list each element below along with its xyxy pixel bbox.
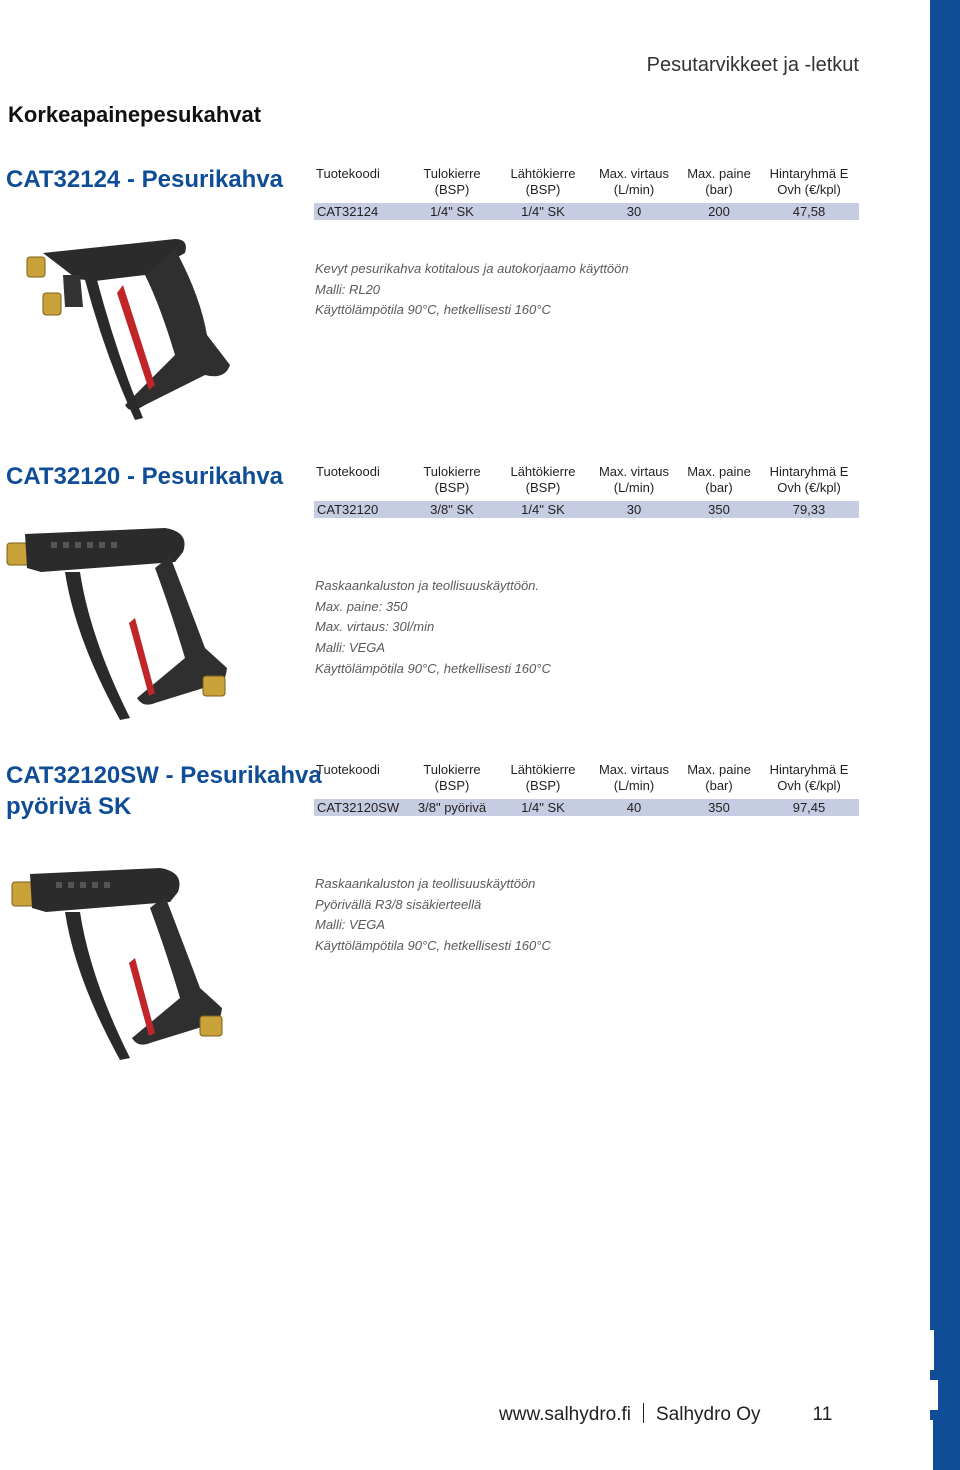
page-number: 11 <box>812 1404 833 1425</box>
desc-line: Käyttölämpötila 90°C, hetkellisesti 160°C <box>315 302 551 318</box>
spray-gun-icon <box>25 235 235 430</box>
col-header: Hintaryhmä E Ovh (€/kpl) <box>769 762 849 793</box>
table-header-row <box>314 464 859 501</box>
spec-table <box>314 166 859 220</box>
desc-line: Malli: RL20 <box>315 281 381 297</box>
col-header: Max. virtaus (L/min) <box>598 464 670 495</box>
desc-line: Malli: VEGA <box>315 917 386 933</box>
cell-flow: 30 <box>589 501 679 518</box>
desc-line: Max. paine: 350 <box>315 598 408 614</box>
product-description <box>315 874 551 957</box>
desc-line: Käyttölämpötila 90°C, hetkellisesti 160°C <box>315 938 551 954</box>
spray-gun-icon <box>5 528 240 723</box>
desc-line: Raskaankaluston ja teollisuuskäyttöön. <box>315 578 540 593</box>
footer-website-link[interactable]: www.salhydro.fi <box>499 1404 631 1425</box>
cell-code: CAT32120 <box>314 501 407 518</box>
col-header: Lähtökierre (BSP) <box>510 166 576 197</box>
cell-outlet: 1/4" SK <box>497 501 589 518</box>
desc-line: Pyörivällä R3/8 sisäkierteellä <box>315 896 482 912</box>
product-title: CAT32124 - Pesurikahva <box>6 166 284 193</box>
col-header: Hintaryhmä E Ovh (€/kpl) <box>769 464 849 495</box>
cell-price: 97,45 <box>759 799 859 816</box>
col-header: Max. paine (bar) <box>687 762 751 793</box>
col-header: Lähtökierre (BSP) <box>510 464 576 495</box>
cell-price: 47,58 <box>759 203 859 220</box>
cell-code: CAT32120SW <box>314 799 407 816</box>
spray-gun-icon <box>10 868 235 1063</box>
col-header: Max. virtaus (L/min) <box>598 166 670 197</box>
desc-line: Max. virtaus: 30l/min <box>315 619 435 635</box>
col-header: Tuotekoodi <box>316 762 380 777</box>
cell-flow: 30 <box>589 203 679 220</box>
col-header: Tulokierre (BSP) <box>423 464 481 495</box>
col-header: Max. paine (bar) <box>687 464 751 495</box>
cell-code: CAT32124 <box>314 203 407 220</box>
cell-inlet: 3/8" pyörivä <box>407 799 497 816</box>
cell-flow: 40 <box>589 799 679 816</box>
table-row <box>314 501 859 518</box>
product-description <box>315 576 551 680</box>
cell-pressure: 350 <box>679 799 759 816</box>
page-footer <box>499 1403 832 1426</box>
col-header: Hintaryhmä E Ovh (€/kpl) <box>769 166 849 197</box>
col-header: Max. paine (bar) <box>687 166 751 197</box>
col-header: Tulokierre (BSP) <box>423 166 481 197</box>
col-header: Max. virtaus (L/min) <box>598 762 670 793</box>
cell-outlet: 1/4" SK <box>497 799 589 816</box>
cell-price: 79,33 <box>759 501 859 518</box>
col-header: Lähtökierre (BSP) <box>510 762 576 793</box>
footer-divider <box>643 1403 644 1423</box>
spec-table <box>314 464 859 518</box>
col-header: Tuotekoodi <box>316 464 380 479</box>
side-color-bar <box>930 0 960 1470</box>
page-header: Pesutarvikkeet ja -letkut <box>646 54 859 76</box>
desc-line: Malli: VEGA <box>315 640 386 656</box>
table-header-row <box>314 762 859 799</box>
product-description <box>315 259 629 321</box>
col-header: Tuotekoodi <box>316 166 380 181</box>
cell-pressure: 350 <box>679 501 759 518</box>
cell-pressure: 200 <box>679 203 759 220</box>
desc-line: Raskaankaluston ja teollisuuskäyttöön <box>315 876 536 891</box>
footer-company: Salhydro Oy <box>656 1404 761 1425</box>
product-title: CAT32120SW - Pesurikahva pyörivä SK <box>6 762 322 820</box>
cell-inlet: 3/8" SK <box>407 501 497 518</box>
table-header-row <box>314 166 859 203</box>
desc-line: Kevyt pesurikahva kotitalous ja autokorjaamo käyttöön <box>315 261 629 276</box>
product-title: CAT32120 - Pesurikahva <box>6 463 284 490</box>
desc-line: Käyttölämpötila 90°C, hetkellisesti 160°C <box>315 660 551 676</box>
spec-table <box>314 762 859 816</box>
cell-outlet: 1/4" SK <box>497 203 589 220</box>
table-row <box>314 203 859 220</box>
section-title: Korkeapainepesukahvat <box>8 102 262 127</box>
cell-inlet: 1/4" SK <box>407 203 497 220</box>
table-row <box>314 799 859 816</box>
col-header: Tulokierre (BSP) <box>423 762 481 793</box>
